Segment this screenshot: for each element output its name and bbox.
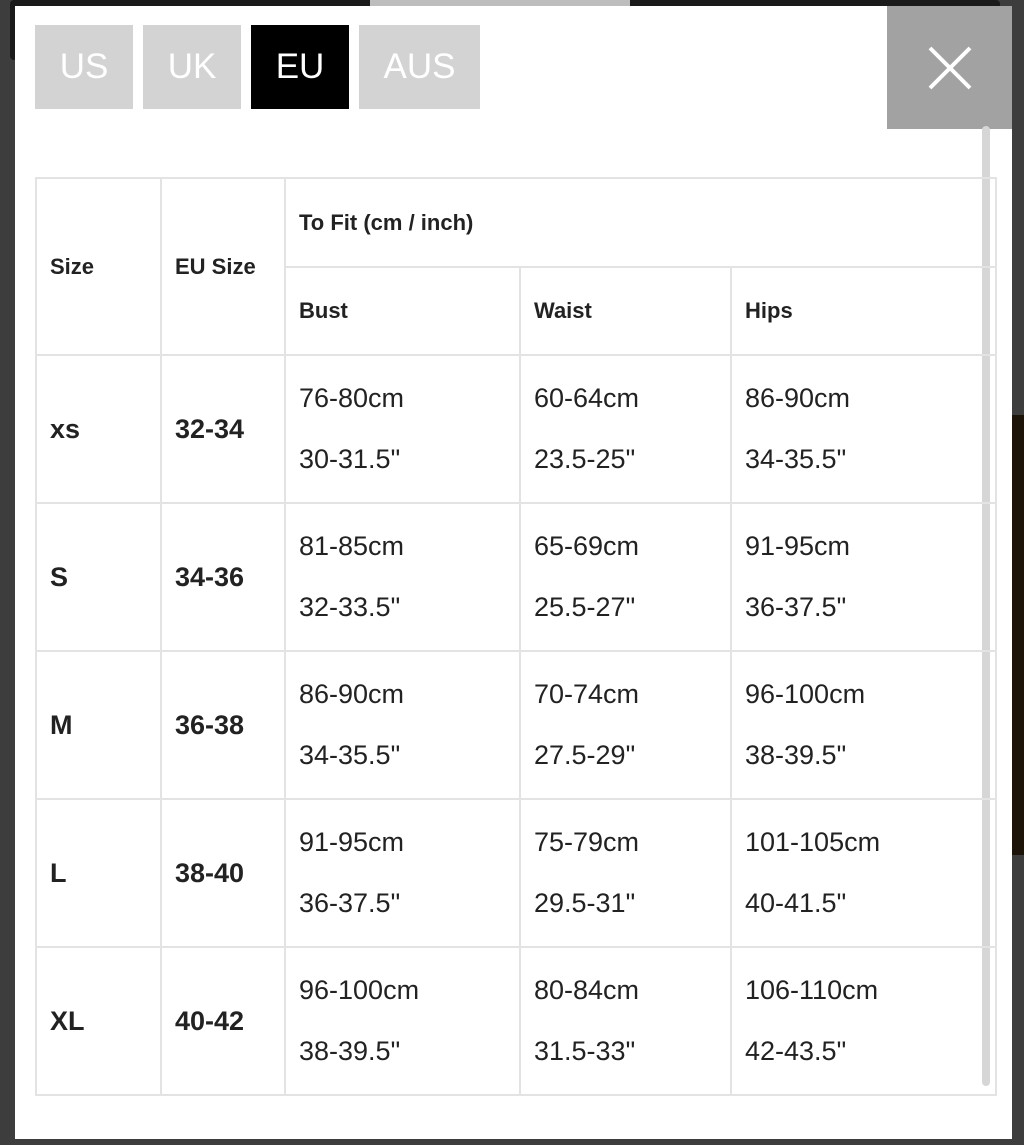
hips-cm: 86-90cm (745, 383, 851, 413)
hips-cm: 101-105cm (745, 827, 881, 857)
size-label: XL (36, 947, 161, 1095)
header-waist: Waist (520, 267, 731, 355)
table-header-row (36, 178, 996, 267)
size-label: L (36, 799, 161, 947)
tab-aus[interactable]: AUS (359, 25, 480, 109)
region-tabs (35, 25, 480, 109)
header-hips: Hips (731, 267, 996, 355)
header-size: Size (36, 178, 161, 355)
header-to-fit: To Fit (cm / inch) (285, 178, 996, 267)
eu-size-value: 38-40 (161, 799, 285, 947)
waist-cell (520, 355, 731, 503)
bust-inch: 36-37.5" (299, 888, 401, 918)
hips-cell (731, 947, 996, 1095)
waist-cell (520, 503, 731, 651)
bust-cell (285, 651, 520, 799)
header-bust: Bust (285, 267, 520, 355)
hips-cm: 106-110cm (745, 975, 879, 1005)
waist-cm: 70-74cm (534, 679, 640, 709)
hips-cell (731, 503, 996, 651)
hips-cell (731, 355, 996, 503)
bust-cell (285, 947, 520, 1095)
eu-size-value: 32-34 (161, 355, 285, 503)
waist-cell (520, 651, 731, 799)
table-row (36, 651, 996, 799)
hips-inch: 40-41.5" (745, 888, 847, 918)
tab-uk[interactable]: UK (143, 25, 241, 109)
bust-cell (285, 503, 520, 651)
hips-inch: 34-35.5" (745, 444, 847, 474)
bust-cm: 76-80cm (299, 383, 405, 413)
waist-cell (520, 799, 731, 947)
size-label: S (36, 503, 161, 651)
waist-inch: 25.5-27" (534, 592, 636, 622)
bust-inch: 30-31.5" (299, 444, 401, 474)
tab-eu[interactable]: EU (251, 25, 349, 109)
bust-inch: 34-35.5" (299, 740, 401, 770)
bust-cm: 81-85cm (299, 531, 405, 561)
size-guide-modal (15, 6, 1012, 1139)
table-row (36, 355, 996, 503)
table-row (36, 503, 996, 651)
waist-inch: 31.5-33" (534, 1036, 636, 1066)
hips-cell (731, 651, 996, 799)
hips-inch: 38-39.5" (745, 740, 847, 770)
table-row (36, 947, 996, 1095)
waist-cm: 75-79cm (534, 827, 640, 857)
hips-inch: 42-43.5" (745, 1036, 847, 1066)
eu-size-value: 34-36 (161, 503, 285, 651)
hips-cm: 91-95cm (745, 531, 851, 561)
hips-inch: 36-37.5" (745, 592, 847, 622)
bust-cm: 91-95cm (299, 827, 405, 857)
waist-inch: 29.5-31" (534, 888, 636, 918)
table-row (36, 799, 996, 947)
close-icon (927, 45, 973, 91)
waist-inch: 27.5-29" (534, 740, 636, 770)
bust-cm: 86-90cm (299, 679, 405, 709)
close-button[interactable] (887, 6, 1012, 129)
header-eu-size: EU Size (161, 178, 285, 355)
bust-cell (285, 355, 520, 503)
eu-size-value: 36-38 (161, 651, 285, 799)
waist-cm: 60-64cm (534, 383, 640, 413)
waist-inch: 23.5-25" (534, 444, 636, 474)
bust-inch: 32-33.5" (299, 592, 401, 622)
tab-us[interactable]: US (35, 25, 133, 109)
background-image-strip (1012, 415, 1024, 855)
size-chart-table (35, 177, 997, 1096)
size-label: xs (36, 355, 161, 503)
eu-size-value: 40-42 (161, 947, 285, 1095)
hips-cm: 96-100cm (745, 679, 866, 709)
waist-cm: 80-84cm (534, 975, 640, 1005)
size-label: M (36, 651, 161, 799)
bust-cm: 96-100cm (299, 975, 420, 1005)
bust-inch: 38-39.5" (299, 1036, 401, 1066)
hips-cell (731, 799, 996, 947)
waist-cm: 65-69cm (534, 531, 640, 561)
bust-cell (285, 799, 520, 947)
waist-cell (520, 947, 731, 1095)
